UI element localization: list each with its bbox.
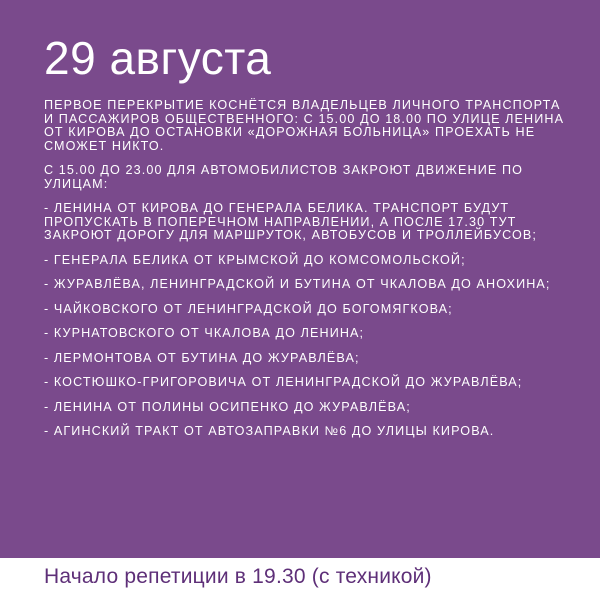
street-item: - АГИНСКИЙ ТРАКТ ОТ АВТОЗАПРАВКИ №6 ДО УЛИЦЫ КИРОВА.	[44, 424, 495, 438]
street-item: - ЛЕНИНА ОТ ПОЛИНЫ ОСИПЕНКО ДО ЖУРАВЛЁВА;	[44, 399, 411, 414]
street-item: - ЖУРАВЛЁВА, ЛЕНИНГРАДСКОЙ И БУТИНА ОТ ЧКАЛОВА ДО АНОХИНА;	[44, 277, 551, 291]
street-item: - КОСТЮШКО-ГРИГОРОВИЧА ОТ ЛЕНИНГРАДСКОЙ ДО ЖУРАВЛЁВА;	[44, 375, 523, 389]
announcement-body	[44, 99, 568, 450]
page-title: 29 августа	[44, 32, 272, 84]
rehearsal-footer: Начало репетиции в 19.30 (с техникой)	[44, 565, 432, 588]
street-item: - КУРНАТОВСКОГО ОТ ЧКАЛОВА ДО ЛЕНИНА;	[44, 326, 365, 340]
street-item: - ЛЕНИНА ОТ КИРОВА ДО ГЕНЕРАЛА БЕЛИКА. ТРАНСПОРТ БУДУТ ПРОПУСКАТЬ В ПОПЕРЕЧНОМ НАПРАВЛЕНИИ, А ПОСЛЕ 17.30 ТУТ ЗАКРОЮТ ДОРОГУ ДЛЯ МАРШРУТОК, АВТОБУСОВ И ТРОЛЛЕЙБУСОВ;	[44, 201, 537, 242]
street-item: - ЧАЙКОВСКОГО ОТ ЛЕНИНГРАДСКОЙ ДО БОГОМЯГКОВА;	[44, 301, 453, 316]
paragraph-closures-heading: С 15.00 ДО 23.00 ДЛЯ АВТОМОБИЛИСТОВ ЗАКРОЮТ ДВИЖЕНИЕ ПО УЛИЦАМ:	[44, 163, 524, 191]
street-item: - ЛЕРМОНТОВА ОТ БУТИНА ДО ЖУРАВЛЁВА;	[44, 350, 360, 365]
paragraph-intro: ПЕРВОЕ ПЕРЕКРЫТИЕ КОСНЁТСЯ ВЛАДЕЛЬЦЕВ ЛИЧНОГО ТРАНСПОРТА И ПАССАЖИРОВ ОБЩЕСТВЕННОГО: С 15.00 ДО 18.00 ПО УЛИЦЕ ЛЕНИНА ОТ КИРОВА ДО ОСТАНОВКИ «ДОРОЖНАЯ БОЛЬНИЦА» ПРОЕХАТЬ НЕ СМОЖЕТ НИКТО.	[44, 98, 565, 153]
street-item: - ГЕНЕРАЛА БЕЛИКА ОТ КРЫМСКОЙ ДО КОМСОМОЛЬСКОЙ;	[44, 252, 466, 267]
